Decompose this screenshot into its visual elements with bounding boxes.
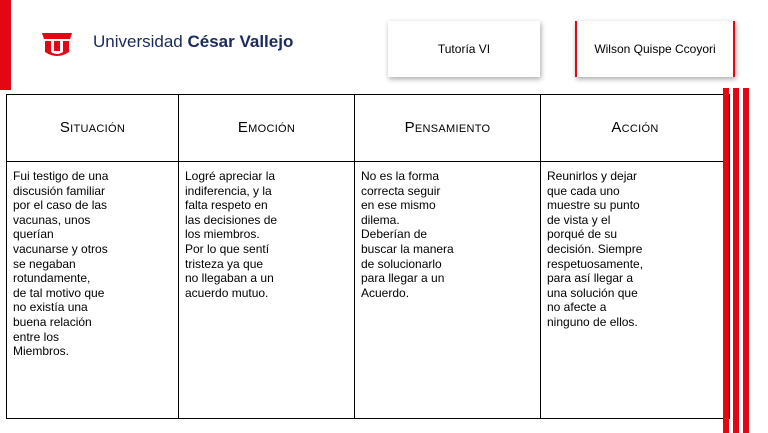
accent-stripe	[723, 88, 729, 433]
table-header-row	[7, 95, 730, 162]
university-name-second: César Vallejo	[187, 32, 294, 51]
ucv-logo-icon	[40, 30, 74, 56]
table-row	[7, 162, 730, 419]
cell-text: Fui testigo de una discusión familiar por el caso de las vacunas, unos querían vacunarse y otros se negaban rotundamente, de tal motivo que no existía una buena relación entre los Miembros.	[13, 169, 109, 359]
header-label: Emoción	[237, 119, 296, 136]
header-situacion	[7, 95, 179, 162]
accent-stripe	[743, 88, 749, 433]
header-label: Pensamiento	[404, 119, 491, 136]
cell-text: Reunirlos y dejar que cada uno muestre su punto de vista y el porqué de su decisión. Siempre respetuosamente, para así llegar a una solución que no afecte a ninguno de ellos.	[547, 169, 644, 329]
reflection-table	[6, 94, 730, 419]
cell-pensamiento	[355, 162, 541, 419]
course-label: Tutoría VI	[437, 42, 491, 56]
student-name: Wilson Quispe Ccoyori	[594, 42, 716, 56]
cell-accion	[541, 162, 730, 419]
course-box	[388, 21, 540, 77]
left-accent-bar	[0, 0, 11, 90]
cell-text: No es la forma correcta seguir en ese mismo dilema. Deberían de buscar la manera de solucionarlo para llegar a un Acuerdo.	[361, 169, 454, 300]
cell-text: Logré apreciar la indiferencia, y la falta respeto en las decisiones de los miembros. Por lo que sentí tristeza ya que no llegaban a un acuerdo mutuo.	[185, 169, 278, 300]
cell-situacion	[7, 162, 179, 419]
student-box	[575, 21, 735, 77]
right-accent-stripes	[723, 88, 750, 433]
header-emocion	[179, 95, 355, 162]
header-pensamiento	[355, 95, 541, 162]
header-accion	[541, 95, 730, 162]
university-name-first: Universidad	[93, 32, 183, 51]
accent-stripe	[733, 88, 739, 433]
header-label: Acción	[611, 119, 659, 136]
university-name	[93, 32, 293, 52]
cell-emocion	[179, 162, 355, 419]
header-label: Situación	[59, 119, 126, 136]
